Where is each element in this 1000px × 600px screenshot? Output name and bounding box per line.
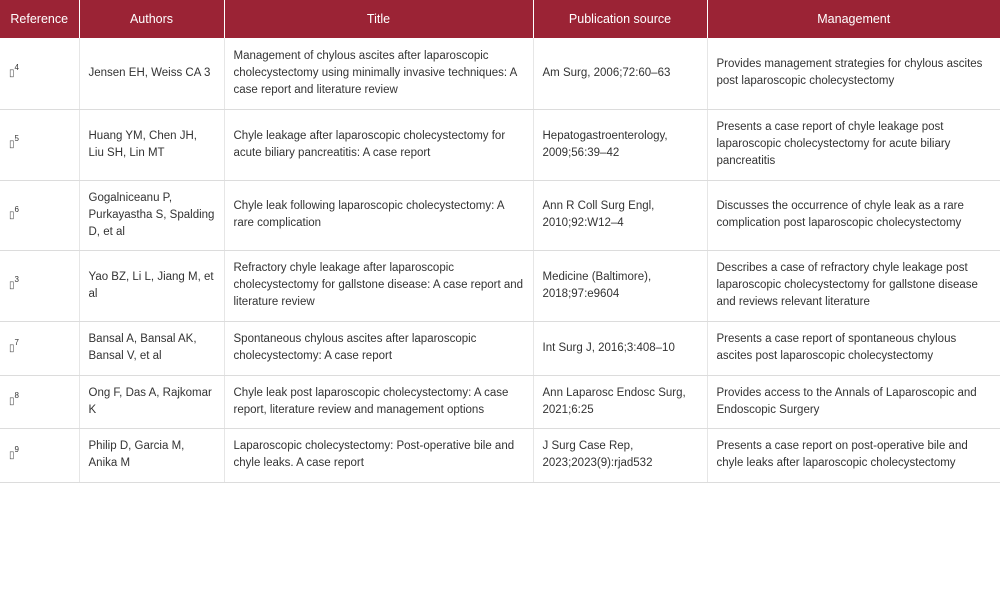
column-header-publication-source: Publication source	[533, 0, 707, 38]
table-header	[0, 0, 1000, 38]
authors-cell: Bansal A, Bansal AK, Bansal V, et al	[79, 321, 224, 375]
table-row	[0, 250, 1000, 321]
source-cell: Medicine (Baltimore), 2018;97:e9604	[533, 250, 707, 321]
reference-cell[interactable]	[0, 321, 79, 375]
title-cell: Management of chylous ascites after laparoscopic cholecystectomy using minimally invasive techniques: A case report and literature review	[224, 38, 533, 109]
reference-link-icon[interactable]: ▯	[9, 280, 15, 291]
reference-link-icon[interactable]: ▯	[9, 67, 15, 79]
reference-number: 8	[14, 391, 19, 401]
title-cell: Chyle leak following laparoscopic cholecystectomy: A rare complication	[224, 180, 533, 250]
reference-number: 4	[14, 62, 19, 72]
reference-number: 7	[14, 337, 19, 347]
reference-link-icon[interactable]: ▯	[9, 139, 15, 150]
source-cell: Hepatogastroenterology, 2009;56:39–42	[533, 109, 707, 180]
table-row	[0, 180, 1000, 250]
reference-cell[interactable]	[0, 38, 79, 109]
management-cell: Describes a case of refractory chyle leakage post laparoscopic cholecystectomy for gallstone disease and reviews relevant literature	[707, 250, 1000, 321]
reference-link-icon[interactable]: ▯	[9, 342, 15, 354]
authors-cell: Huang YM, Chen JH, Liu SH, Lin MT	[79, 109, 224, 180]
reference-cell[interactable]	[0, 250, 79, 321]
source-cell: Ann R Coll Surg Engl, 2010;92:W12–4	[533, 180, 707, 250]
reference-cell[interactable]	[0, 180, 79, 250]
reference-number: 3	[14, 275, 19, 285]
column-header-reference: Reference	[0, 0, 79, 38]
reference-link-icon[interactable]: ▯	[9, 396, 15, 407]
reference-number: 9	[14, 444, 19, 454]
header-row	[0, 0, 1000, 38]
source-cell: Am Surg, 2006;72:60–63	[533, 38, 707, 109]
table-row	[0, 375, 1000, 428]
column-header-title: Title	[224, 0, 533, 38]
table-body	[0, 38, 1000, 482]
management-cell: Provides access to the Annals of Laparoscopic and Endoscopic Surgery	[707, 375, 1000, 428]
reference-cell[interactable]	[0, 375, 79, 428]
reference-number: 5	[14, 134, 19, 144]
authors-cell: Gogalniceanu P, Purkayastha S, Spalding D, et al	[79, 180, 224, 250]
column-header-authors: Authors	[79, 0, 224, 38]
source-cell: Ann Laparosc Endosc Surg, 2021;6:25	[533, 375, 707, 428]
authors-cell: Philip D, Garcia M, Anika M	[79, 428, 224, 482]
authors-cell: Ong F, Das A, Rajkomar K	[79, 375, 224, 428]
title-cell: Chyle leakage after laparoscopic cholecystectomy for acute biliary pancreatitis: A case report	[224, 109, 533, 180]
management-cell: Presents a case report on post-operative bile and chyle leaks after laparoscopic cholecystectomy	[707, 428, 1000, 482]
table-row	[0, 109, 1000, 180]
management-cell: Presents a case report of chyle leakage post laparoscopic cholecystectomy for acute biliary pancreatitis	[707, 109, 1000, 180]
title-cell: Spontaneous chylous ascites after laparoscopic cholecystectomy: A case report	[224, 321, 533, 375]
source-cell: J Surg Case Rep, 2023;2023(9):rjad532	[533, 428, 707, 482]
title-cell: Laparoscopic cholecystectomy: Post-operative bile and chyle leaks. A case report	[224, 428, 533, 482]
table-row	[0, 321, 1000, 375]
table-row	[0, 38, 1000, 109]
title-cell: Refractory chyle leakage after laparoscopic cholecystectomy for gallstone disease: A case report and literature review	[224, 250, 533, 321]
title-cell: Chyle leak post laparoscopic cholecystectomy: A case report, literature review and management options	[224, 375, 533, 428]
column-header-management: Management	[707, 0, 1000, 38]
reference-number: 6	[14, 204, 19, 214]
reference-cell[interactable]	[0, 109, 79, 180]
reference-cell[interactable]	[0, 428, 79, 482]
authors-cell: Yao BZ, Li L, Jiang M, et al	[79, 250, 224, 321]
table-row	[0, 428, 1000, 482]
source-cell: Int Surg J, 2016;3:408–10	[533, 321, 707, 375]
management-cell: Discusses the occurrence of chyle leak as a rare complication post laparoscopic cholecystectomy	[707, 180, 1000, 250]
reference-link-icon[interactable]: ▯	[9, 209, 15, 221]
management-cell: Provides management strategies for chylous ascites post laparoscopic cholecystectomy	[707, 38, 1000, 109]
management-cell: Presents a case report of spontaneous chylous ascites post laparoscopic cholecystectomy	[707, 321, 1000, 375]
reference-link-icon[interactable]: ▯	[9, 449, 15, 461]
authors-cell: Jensen EH, Weiss CA 3	[79, 38, 224, 109]
